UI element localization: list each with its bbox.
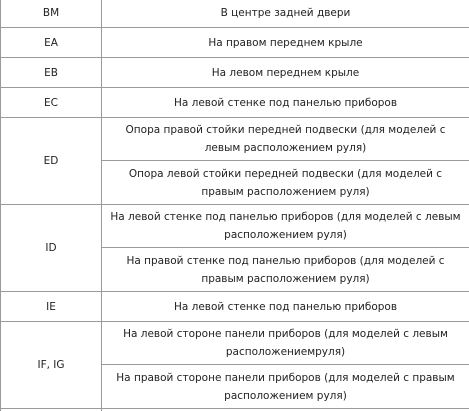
location-cell: На левой стенке под панелью приборов [102, 292, 469, 322]
table-row [1, 205, 469, 248]
table-row [1, 322, 469, 365]
location-cell: На левой стороне панели приборов (для моделей с левым расположениемруля) [102, 322, 469, 365]
location-cell: На правой стороне панели приборов (для моделей с правым расположением руля) [102, 365, 469, 409]
connector-code-cell: BM [1, 0, 102, 28]
connector-code-cell: ID [1, 205, 102, 292]
location-cell: На левой стенке под панелью приборов [102, 88, 469, 118]
location-cell: На левой стенке под панелью приборов (для моделей с левым расположением руля) [102, 205, 469, 248]
connector-code-cell: IF, IG [1, 322, 102, 409]
table-row [1, 28, 469, 58]
table-row [1, 118, 469, 161]
location-cell: Опора правой стойки передней подвески (для моделей с левым расположением руля) [102, 118, 469, 161]
table-row [1, 292, 469, 322]
location-cell: На правой стенке под панелью приборов (для моделей с правым расположением руля) [102, 248, 469, 292]
location-cell: В центре задней двери [102, 0, 469, 28]
connector-code-cell: IE [1, 292, 102, 322]
connector-code-cell: EA [1, 28, 102, 58]
connector-code-cell: EC [1, 88, 102, 118]
table-row [1, 88, 469, 118]
connector-code-cell: ED [1, 118, 102, 205]
location-cell: На правом переднем крыле [102, 28, 469, 58]
connector-code-cell: EB [1, 58, 102, 88]
table-row [1, 0, 469, 28]
location-cell: Опора левой стойки передней подвески (для моделей с правым расположением руля) [102, 161, 469, 205]
table-row [1, 58, 469, 88]
location-cell: На левом переднем крыле [102, 58, 469, 88]
